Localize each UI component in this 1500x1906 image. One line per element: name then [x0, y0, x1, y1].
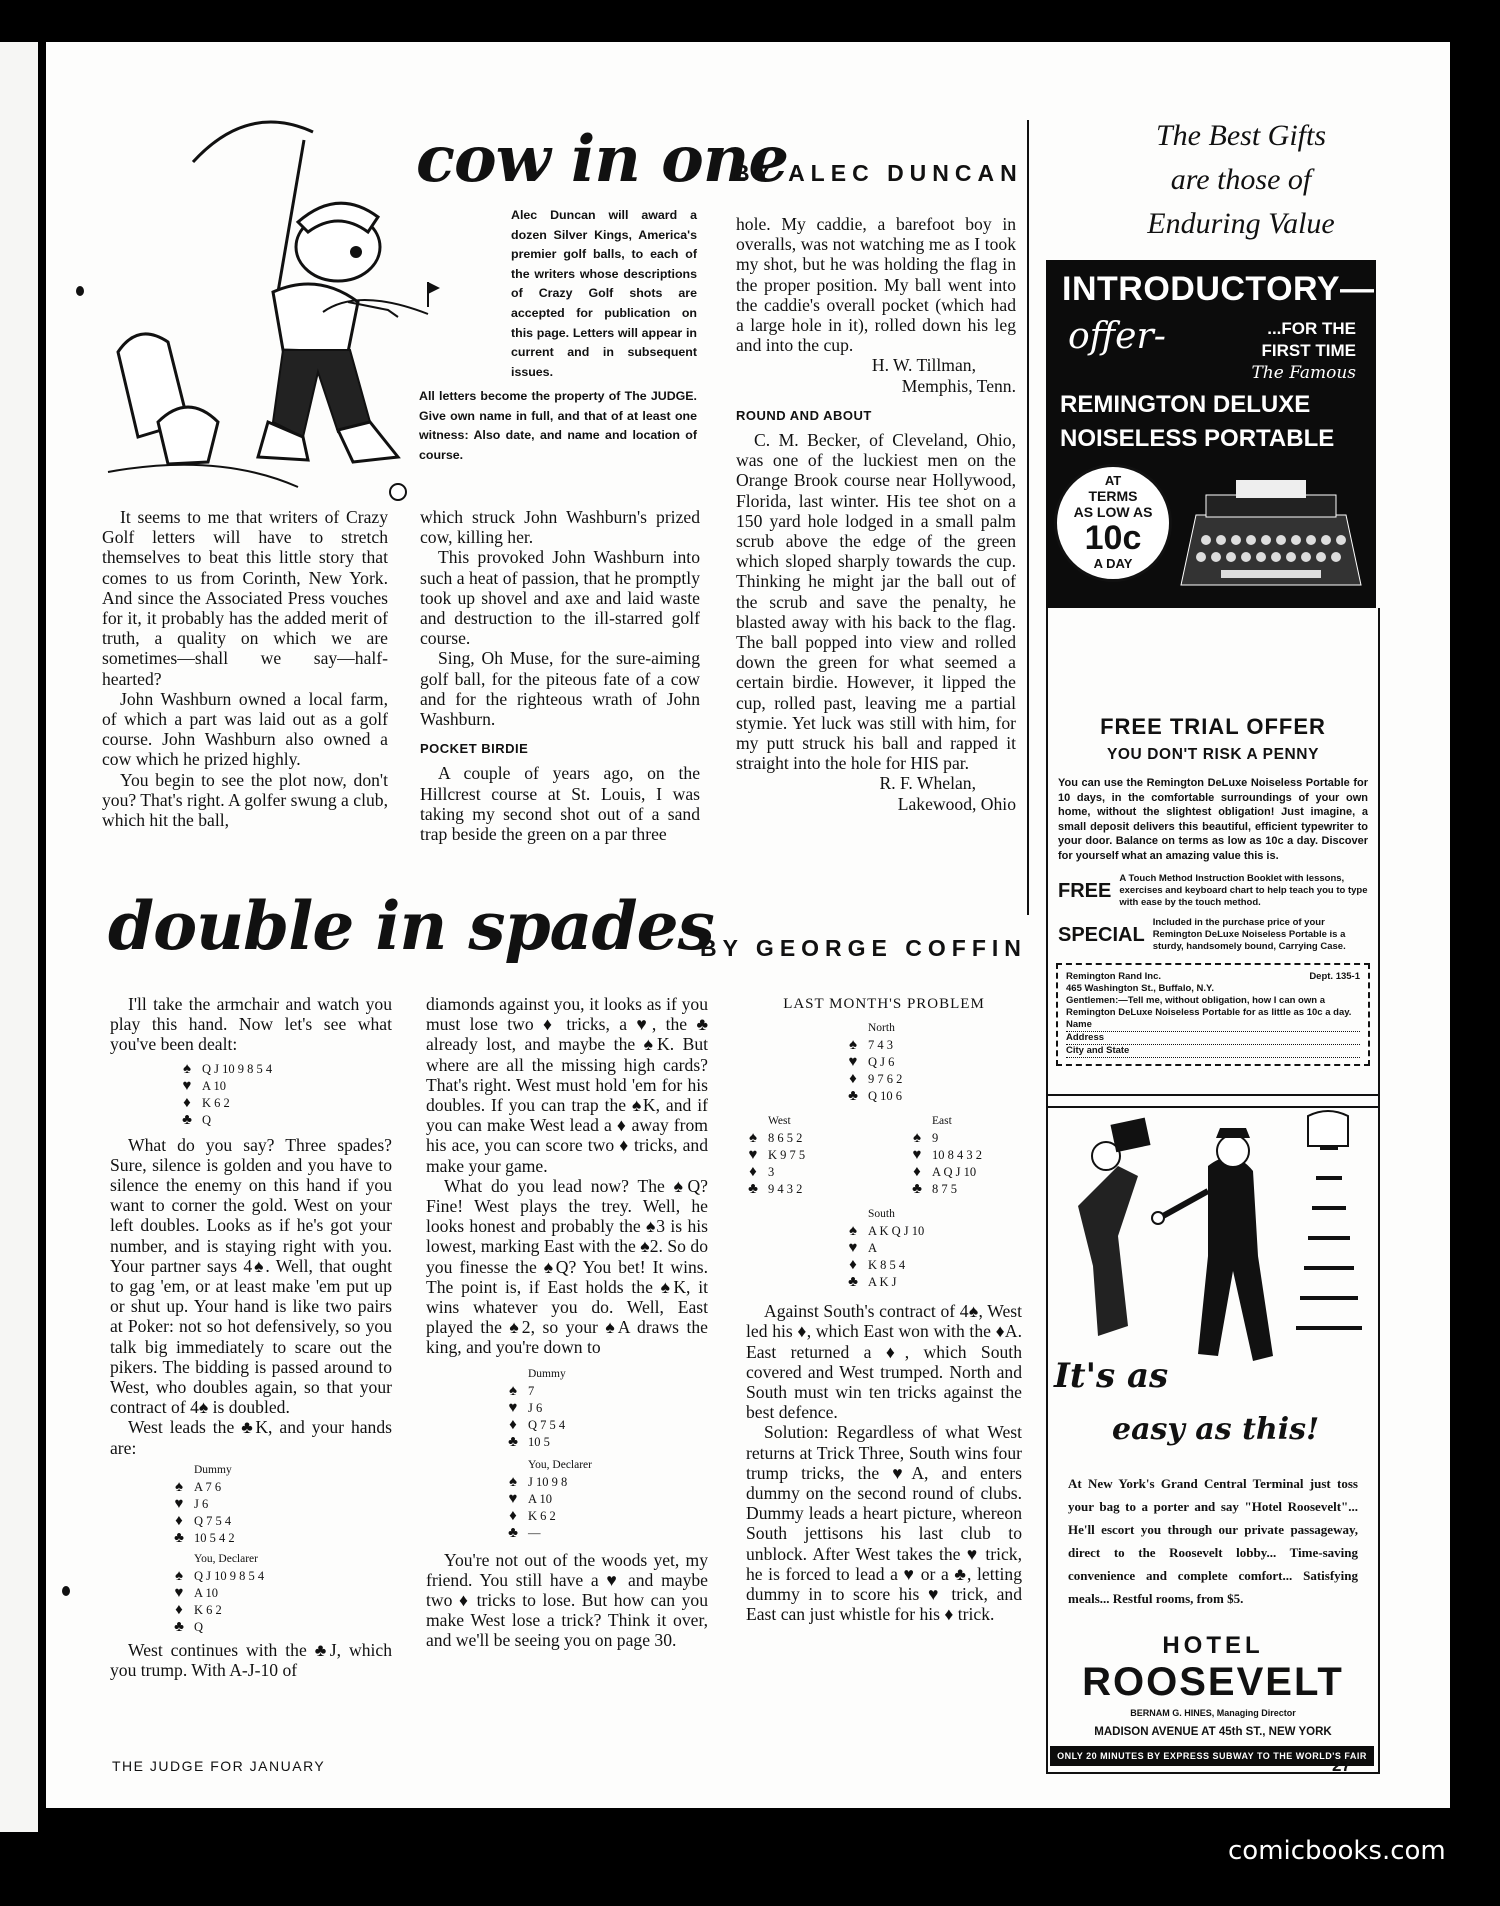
coupon-name-field[interactable]: Name [1066, 1019, 1360, 1032]
column-rule [1027, 120, 1029, 915]
watermark: comicbooks.com [1228, 1836, 1446, 1866]
cow-col1-p1: It seems to me that writers of Crazy Golf letters will have to stretch themselves to beat this little story that comes to us from Corinth, New York. And since the Associated Press vouches for it, it probably has the added merit of truth, a quality on which we are sometimes—shall we say—half-hearted? [102, 507, 388, 689]
special-block: SPECIAL Included in the purchase price of your Remington DeLuxe Noiseless Portable is a sturdy, handsomely bound, Carrying Case. [1058, 917, 1346, 952]
signature-memphis: Memphis, Tenn. [901, 375, 1016, 396]
roosevelt-slogan-2: easy as this! [1112, 1412, 1320, 1447]
cow-col1-p2: John Washburn owned a local farm, of which a part was laid out as a golf course. John Washburn also owned a cow which he prized highly. [102, 688, 388, 770]
hand-dummy-2: Dummy ♠ 7 ♥ J 6 ♦ Q 7 5 4 ♣ 10 5 You, Declarer ♠ J 10 9 8 ♥ A 10 ♦ K 6 2 ♣ — [508, 1367, 592, 1541]
margin-mark [76, 286, 84, 296]
remington-first: ...FOR THE FIRST TIME The Famous [1251, 319, 1356, 383]
roosevelt-body: At New York's Grand Central Terminal just toss your bag to a porter and say "Hotel Roosevelt"... He'll escort you through our private passageway, direct to the Roosevelt lobby... Time-saving convenience and complete comfort... Satisfying meals... Restful rooms, from $5. [1068, 1476, 1358, 1606]
roosevelt-address: MADISON AVENUE AT 45th ST., NEW YORK [1094, 1726, 1332, 1738]
magazine-page [46, 42, 1450, 1808]
cow-col-1 [102, 507, 388, 830]
terms-badge: AT TERMS AS LOW AS 10c A DAY [1054, 464, 1172, 582]
remington-intro: INTRODUCTORY— [1062, 270, 1375, 308]
cow-col-2 [420, 507, 700, 844]
subway-banner: ONLY 20 MINUTES BY EXPRESS SUBWAY TO THE WORLD'S FAIR [1050, 1746, 1374, 1766]
cow-note-2: All letters become the property of The JUDGE. Give own name in full, and that of at least one witness: Also date, and name and location of course. [419, 389, 697, 462]
coupon-city-field[interactable]: City and State [1066, 1045, 1360, 1058]
page-edge [0, 42, 38, 1832]
risk-heading: YOU DON'T RISK A PENNY [1106, 746, 1320, 763]
bridge-c2p1: diamonds against you, it looks as if you must lose two ♦ tricks, a ♥, the ♣ already lost, and maybe the ♠K. But where are all the missing high cards? That's right. West must hold 'em for his doubles. If you can trap the ♠K, and if you can make West lead a ♦ away from his ace, you can score two ♦ tricks, and make your game. [426, 994, 708, 1176]
gift-slogan: The Best Gifts are those of Enduring Value [1147, 119, 1335, 240]
cow-col2-p3: Sing, Oh Muse, for the sure-aiming golf ball, for the piteous fate of a cow and for the righteous wrath of John Washburn. [420, 648, 700, 730]
bridge-article-title: double in spades [108, 887, 714, 965]
signature-lakewood: Lakewood, Ohio [897, 793, 1016, 814]
margin-mark [62, 1586, 70, 1596]
hand-south: South ♠ A K Q J 10 ♥ A ♦ K 8 5 4 ♣ A K J [848, 1208, 925, 1291]
last-month-heading: LAST MONTH'S PROBLEM [783, 996, 985, 1012]
cow-col-3 [736, 214, 1016, 814]
bridge-col-1 [110, 994, 392, 1680]
roosevelt-slogan-1: It's as [1054, 1356, 1169, 1396]
bridge-c3p1: Against South's contract of 4♠, West led his ♦, which East won with the ♦A. East returned a ♦, which South covered and West trumped. North and South must win ten tricks against the best defence. [746, 1301, 1022, 1423]
golf-cartoon [98, 92, 450, 512]
cow-article-byline: BY ALEC DUNCAN [733, 160, 1023, 186]
free-block: FREE A Touch Method Instruction Booklet with lessons, exercises and keyboard chart to help teach you to type with ease by the touch method. [1058, 873, 1368, 908]
bridge-p3: West leads the ♣K, and your hands are: [110, 1417, 392, 1458]
bridge-c2p2: What do you lead now? The ♠Q? Fine! West plays the trey. Well, he looks honest and probably the ♠3 is his lowest, marking East with the ♠2. So do you finesse the ♠Q? You bet! It wins. The point is, if East holds the ♠K, it wins whatever you do. Well, East played the ♠2, so your ♠A draws the king, and you're down to [426, 1175, 708, 1358]
bridge-intro: I'll take the armchair and watch you play this hand. Now let's see what you've been dealt: [110, 994, 392, 1055]
page-edge-line [38, 42, 44, 1832]
hand-north: North ♠ 7 4 3 ♥ Q J 6 ♦ 9 7 6 2 ♣ Q 10 6 [848, 1022, 903, 1105]
hotel-label: HOTEL [1162, 1632, 1264, 1659]
coupon-address-field[interactable]: Address [1066, 1032, 1360, 1045]
bridge-col-3 [746, 994, 1022, 1624]
roosevelt-ad [1046, 1094, 1380, 1774]
bridge-article-byline: BY GEORGE COFFIN [700, 935, 1027, 961]
page-number: 27 [1332, 1756, 1351, 1775]
bridge-c3p2: Solution: Regardless of what West returns at Trick Three, South wins four trump tricks, the ♥A, and enters dummy on the second round of clubs. Dummy leads a heart picture, whereon South jettisons his last club to unblock. After West takes the ♥ trick, he is forced to lead a ♥ or a ♣, letting dummy in to score his ♥ trick, and East can just whistle for his ♦ trick. [746, 1422, 1022, 1625]
signature-whelan: R. F. Whelan, [879, 773, 976, 794]
remington-offer: offer- [1068, 316, 1166, 357]
club-icon: ♣ [182, 1111, 192, 1128]
porter-illustration [1058, 1106, 1368, 1396]
free-trial-heading: FREE TRIAL OFFER [1100, 714, 1326, 739]
cow-col3-p1: hole. My caddie, a barefoot boy in overalls, was not watching me as I took my shot, but he was holding the flag in the proper position. My ball went into the caddie's overall pocket (which had a large hole in it), rolled down his leg and into the cup. [736, 214, 1016, 356]
hand-east: East ♠ 9 ♥ 10 8 4 3 2 ♦ A Q J 10 ♣ 8 7 5 [912, 1115, 982, 1198]
bridge-col-2 [426, 994, 708, 1651]
hand-dealt: ♠ Q J 10 9 8 5 4 ♥ A 10 ♦ K 6 2 ♣ Q [180, 1061, 392, 1129]
coupon[interactable]: Remington Rand Inc. Dept. 135-1 465 Washington St., Buffalo, N.Y. Gentlemen:—Tell me, without obligation, how I can own a Remington DeLuxe Noiseless Portable for as little as 10c a day. Name Address City and State [1056, 963, 1370, 1066]
bridge-c2p3: You're not out of the woods yet, my friend. You still have a ♥ and maybe two ♦ tricks to lose. But how can you make West lose a trick? Think it over, and we'll be seeing you on page 30. [426, 1549, 708, 1651]
diamond-icon: ♦ [183, 1094, 191, 1111]
cow-note: Alec Duncan will award a dozen Silver Kings, America's premier golf balls, to each of the writers whose descriptions of Crazy Golf shots are accepted for publication on this page. Letters will appear in current and in subsequent issues. [511, 208, 697, 379]
cow-col2-p2: This provoked John Washburn into such a heat of passion, that he promptly took up shovel and axe and laid waste and destruction to the ill-starred golf course. [420, 547, 700, 649]
round-about-text: C. M. Becker, of Cleveland, Ohio, was one of the luckiest men on the Orange Brook course near Hollywood, Florida, last winter. His tee shot on a 150 yard hole lodged in a small palm scrub above the edge of the green which sloped sharply towards the cup. Thinking he might jar the ball out of the scrub and save the penalty, he blasted away with his back to the flag. The ball popped into view and rolled down the green for what seemed a certain birdie. However, it lipped the cup, rolled past, leaving me a partial stymie. Yet luck was still with him, for my putt struck his ball and rapped it straight into the hole for HIS par. [736, 430, 1016, 774]
remington-ad-banner [1046, 260, 1376, 608]
pocket-birdie-heading: POCKET BIRDIE [420, 741, 529, 757]
remington-trial-box [1046, 608, 1380, 1108]
cow-col2-p1: which struck John Washburn's prized cow, killing her. [420, 507, 700, 548]
hand-west: West ♠ 8 6 5 2 ♥ K 9 7 5 ♦ 3 ♣ 9 4 3 2 [748, 1115, 806, 1198]
right-page-edge [1450, 42, 1460, 1808]
spade-icon: ♠ [183, 1060, 191, 1077]
cow-col1-p3: You begin to see the plot now, don't you? That's right. A golfer swung a club, which hit the ball, [102, 769, 388, 831]
hand-dummy-1: Dummy ♠ A 7 6 ♥ J 6 ♦ Q 7 5 4 ♣ 10 5 4 2 You, Declarer ♠ Q J 10 9 8 5 4 ♥ A 10 ♦ K 6 2 ♣ Q [174, 1463, 265, 1635]
bridge-p4: West continues with the ♣J, which you trump. With A-J-10 of [110, 1639, 392, 1681]
typewriter-icon [1176, 475, 1366, 595]
signature-tillman: H. W. Tillman, [871, 355, 976, 376]
trial-body: You can use the Remington DeLuxe Noiseless Portable for 10 days, in the comfortable surroundings of your own home, without the slightest obligation! Just imagine, a small deposit delivers this beautiful, efficient typewriter to your door. Balance on terms as low as 10c a day. Discover for yourself what an amazing value this is. [1058, 777, 1368, 862]
pocket-birdie-text: A couple of years ago, on the Hillcrest course at St. Louis, I was taking my second shot out of a sand trap beside the green on a par three [420, 763, 700, 845]
cow-article-title: cow in one [416, 122, 789, 197]
roosevelt-name: ROOSEVELT [1082, 1660, 1344, 1704]
footer-magazine: THE JUDGE FOR JANUARY [112, 1758, 326, 1774]
round-about-heading: ROUND AND ABOUT [736, 407, 872, 423]
heart-icon: ♥ [182, 1077, 192, 1094]
remington-name: REMINGTON DELUXE NOISELESS PORTABLE [1060, 391, 1335, 452]
roosevelt-director: BERNAM G. HINES, Managing Director [1130, 1708, 1296, 1718]
bridge-p2: What do you say? Three spades? Sure, silence is golden and you have to silence the enemy on this hand if you want to corner the gold. West on your left doubles. Looks as if he's got your number, and is staying right with you. Your partner says 4♠. Well, that ought to gag 'em, or at least make 'em put up or shut up. Your hand is like two pairs at Poker: not so hot defensively, so you talk big immediately to scare out the pikers. The bidding is passed around to West, who doubles again, so that your contract of 4♠ is doubled. [110, 1134, 392, 1418]
